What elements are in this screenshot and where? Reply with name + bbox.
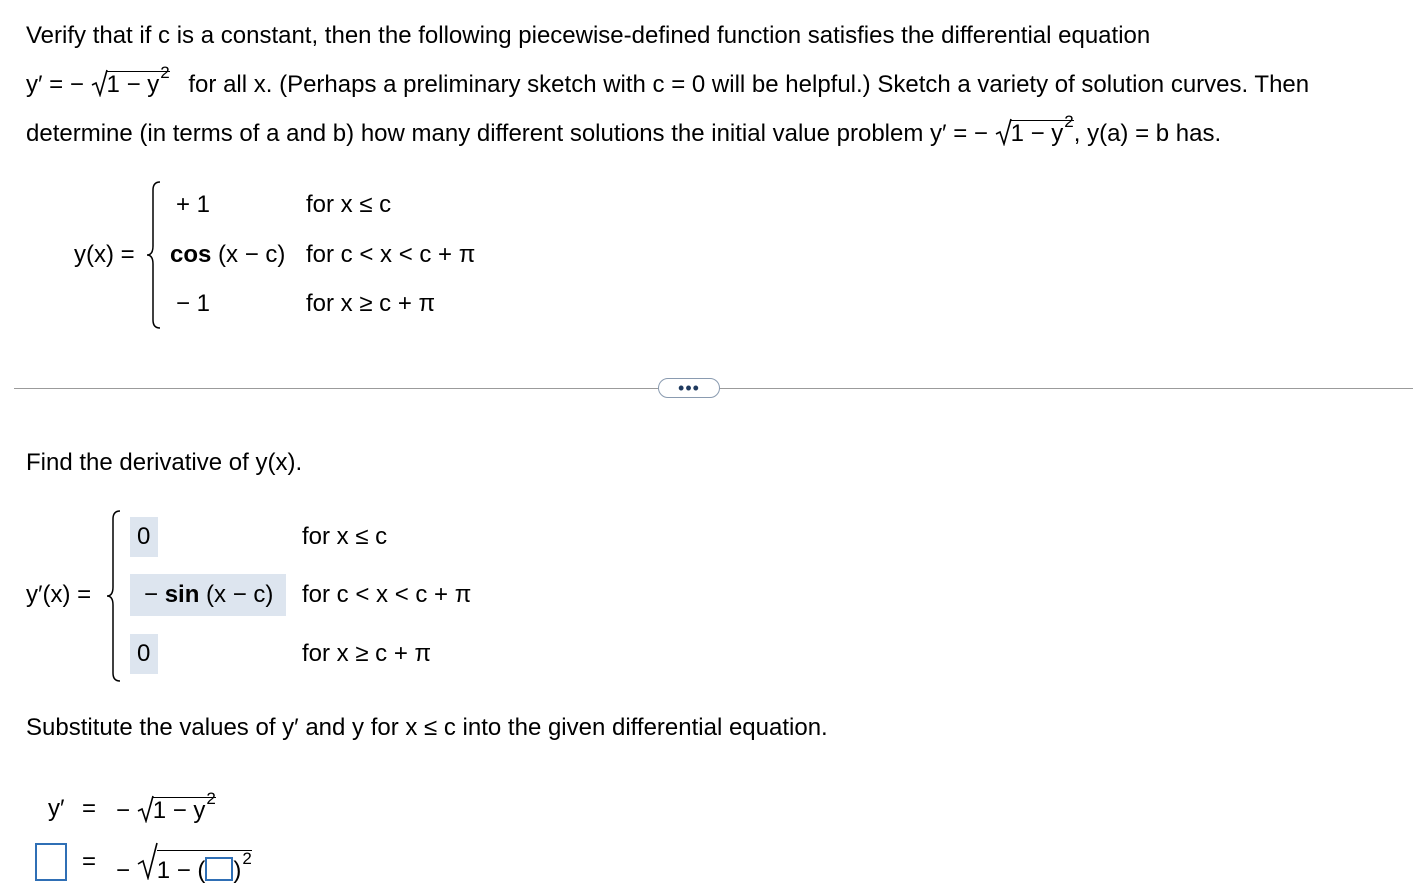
close-paren: ) bbox=[233, 857, 242, 884]
step2-row1-eq: = bbox=[82, 795, 97, 822]
sin-argument: (x − c) bbox=[206, 581, 274, 608]
radicand: 1 − y bbox=[152, 797, 206, 824]
radicand: 1 − y bbox=[1010, 120, 1064, 147]
answer-case-3: 0 bbox=[137, 640, 151, 667]
answer-input-yprime[interactable] bbox=[35, 843, 67, 881]
step1-prompt: Find the derivative of y(x). bbox=[26, 449, 303, 476]
sin-function: sin bbox=[164, 581, 200, 608]
left-brace-icon bbox=[146, 180, 164, 330]
step2-row2-rhs bbox=[116, 850, 252, 883]
dy-case-2-cond: for c < x < c + π bbox=[302, 581, 472, 608]
ellipsis-icon: ••• bbox=[678, 378, 700, 398]
step2-row1-rhs bbox=[116, 789, 216, 824]
step2-prompt: Substitute the values of y′ and y for x ≤ c into the given differential equation. bbox=[26, 714, 828, 741]
y-case-2-cond: for c < x < c + π bbox=[306, 241, 476, 268]
exponent: 2 bbox=[160, 63, 170, 82]
problem-line-3-pre: determine (in terms of a and b) how many different solutions the initial value problem y′ = − bbox=[26, 120, 988, 147]
y-case-1-expr: + 1 bbox=[176, 191, 211, 218]
dy-case-3-cond: for x ≥ c + π bbox=[302, 640, 432, 667]
y-case-3-expr: − 1 bbox=[176, 290, 211, 317]
problem-line-2 bbox=[26, 63, 1310, 98]
step2-row1-lhs: y′ bbox=[48, 795, 65, 822]
radical-sign-icon bbox=[91, 67, 108, 97]
de-lhs: y′ = − bbox=[26, 71, 84, 98]
piecewise-dy-lhs: y′(x) = bbox=[26, 581, 92, 608]
y-case-1-cond: for x ≤ c bbox=[306, 191, 392, 218]
sqrt-expression bbox=[137, 789, 216, 824]
left-brace-icon bbox=[106, 509, 124, 684]
problem-line-1: Verify that if c is a constant, then the following piecewise-defined function satisfies the differential equation bbox=[26, 22, 1151, 49]
answer-case-2 bbox=[144, 583, 273, 607]
sqrt-expression bbox=[137, 850, 252, 883]
exponent: 2 bbox=[206, 789, 216, 808]
radicand: 1 − ( bbox=[156, 857, 206, 884]
dy-case-1-cond: for x ≤ c bbox=[302, 523, 388, 550]
problem-line-3-post: , y(a) = b has. bbox=[1073, 120, 1222, 147]
exponent: 2 bbox=[1064, 112, 1074, 131]
problem-line-3 bbox=[26, 112, 1222, 147]
cos-argument: (x − c) bbox=[218, 241, 286, 268]
radicand: 1 − y bbox=[106, 71, 160, 98]
sqrt-expression bbox=[995, 112, 1074, 147]
cos-function: cos bbox=[170, 241, 212, 268]
radical-sign-icon bbox=[995, 116, 1012, 146]
sqrt-expression bbox=[91, 63, 170, 98]
piecewise-y-lhs: y(x) = bbox=[74, 241, 135, 268]
minus-sign: − bbox=[144, 581, 159, 608]
answer-input-y[interactable] bbox=[205, 857, 233, 881]
answer-case-1: 0 bbox=[137, 523, 151, 550]
step2-row2-eq: = bbox=[82, 848, 97, 875]
minus-sign: − bbox=[116, 857, 131, 884]
y-case-2-expr bbox=[170, 243, 285, 267]
y-case-3-cond: for x ≥ c + π bbox=[306, 290, 436, 317]
exponent: 2 bbox=[242, 849, 252, 868]
radical-sign-icon bbox=[137, 840, 158, 880]
radical-sign-icon bbox=[137, 793, 154, 823]
problem-line-2-rest: for all x. (Perhaps a preliminary sketch with c = 0 will be helpful.) Sketch a variety of solution curves. Then bbox=[188, 71, 1310, 98]
minus-sign: − bbox=[116, 797, 131, 824]
more-button[interactable] bbox=[658, 378, 720, 398]
